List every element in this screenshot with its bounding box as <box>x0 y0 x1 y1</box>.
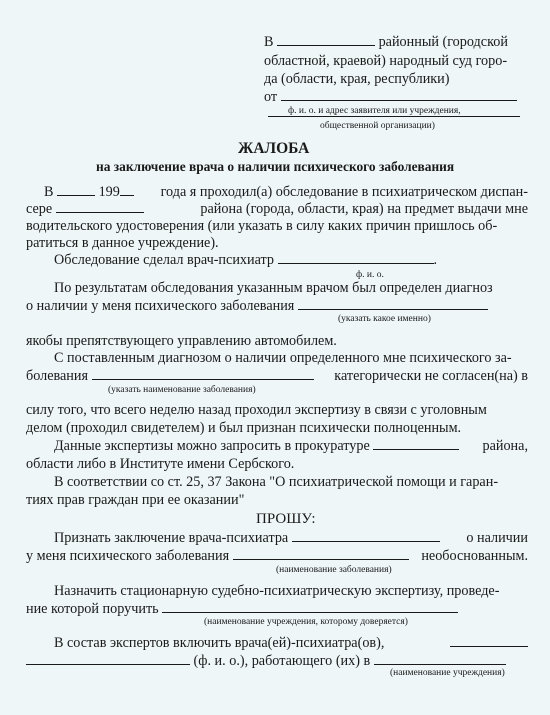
header-court-line-2: областной, краевой) народный суд горо- <box>264 53 508 69</box>
experts-blank <box>450 634 528 647</box>
p3-line-1: По результатам обследования указанным врачом был определен диагноз <box>54 280 493 296</box>
dispensary-blank <box>56 200 144 213</box>
disease-blank <box>233 547 409 560</box>
header-from-line: от <box>264 88 517 106</box>
diagnosis-caption: (указать какое именно) <box>338 314 431 324</box>
header-court-line: В районный (городской <box>264 34 508 50</box>
disease-name-blank <box>92 367 314 380</box>
request-3-line-1: В состав экспертов включить врача(ей)-психиатра(ов), <box>54 634 528 652</box>
p4-line-1: С поставленным диагнозом о наличии определенного мне психического за- <box>54 350 512 366</box>
request-3-line-2: (ф. и. о.), работающего (их) в <box>26 652 506 670</box>
institution-caption: (наименование учреждения, которому доверяется) <box>204 617 408 627</box>
organization-caption: общественной организации) <box>320 121 435 131</box>
p4-line-3: силу того, что всего неделю назад проходил экспертизу в связи с уголовным <box>26 402 487 418</box>
p5-line-1: Данные экспертизы можно запросить в прокуратуре района, <box>54 438 528 454</box>
psychiatrist-conclusion-blank <box>292 529 440 542</box>
institution-blank <box>162 600 458 613</box>
diagnosis-blank <box>298 297 488 310</box>
request-heading: ПРОШУ: <box>256 511 316 527</box>
p4-line-2: болевания категорически не согласен(на) в <box>26 368 528 384</box>
p3-line-3: якобы препятствующего управлению автомобилем. <box>26 333 337 349</box>
disease-name-caption: (указать наименование заболевания) <box>108 385 256 395</box>
p1-line-1: В 199 года я проходил(а) обследование в психиатрическом диспан- <box>44 184 528 200</box>
request-1-line-2: у меня психического заболевания необоснованным. <box>26 548 528 564</box>
p1-line-4: ратиться в данное учреждение). <box>26 235 219 251</box>
disease-caption: (наименование заболевания) <box>276 565 392 575</box>
p3-line-2: о наличии у меня психического заболевания <box>26 297 488 315</box>
experts-name-blank <box>26 652 190 665</box>
header-court-line-3: да (области, края, республики) <box>264 71 450 87</box>
p5-line-2: области либо в Институте имени Сербского. <box>26 456 295 472</box>
p6-line-2: тиях прав граждан при ее оказании" <box>26 492 245 508</box>
p6-line-1: В соответствии со ст. 25, 37 Закона "О психиатрической помощи и гаран- <box>54 474 499 490</box>
p2-line: Обследование сделал врач-психиатр . <box>54 252 438 268</box>
header-org-blank-line <box>268 104 520 122</box>
p1-line-3: водительского удостоверения (или указать в силу каких причин пришлось об- <box>26 218 498 234</box>
court-district-blank <box>277 33 375 46</box>
request-2-line-2: ние которой поручить <box>26 600 458 618</box>
date-blank <box>57 183 95 196</box>
psychiatrist-blank <box>278 251 434 264</box>
applicant-blank <box>281 88 517 101</box>
applicant-caption: ф. и. о. и адрес заявителя или учреждения, <box>288 106 461 116</box>
experts-institution-blank <box>374 652 506 665</box>
organization-blank <box>268 104 520 117</box>
request-1-line-1: Признать заключение врача-психиатра о наличии <box>54 530 528 546</box>
document-subtitle: на заключение врача о наличии психического заболевания <box>96 159 455 174</box>
p4-line-4: делом (проходил свидетелем) и был признан психически полноценным. <box>26 420 462 436</box>
prosecutor-blank <box>373 437 459 450</box>
request-2-line-1: Назначить стационарную судебно-психиатрическую экспертизу, проведе- <box>54 583 500 599</box>
psychiatrist-caption: ф. и. о. <box>356 270 384 280</box>
year-blank <box>120 183 134 196</box>
p1-line-2: сере района (города, области, края) на предмет выдачи мне <box>26 201 528 217</box>
experts-institution-caption: (наименование учреждения) <box>390 668 505 678</box>
document-title: ЖАЛОБА <box>238 140 310 157</box>
